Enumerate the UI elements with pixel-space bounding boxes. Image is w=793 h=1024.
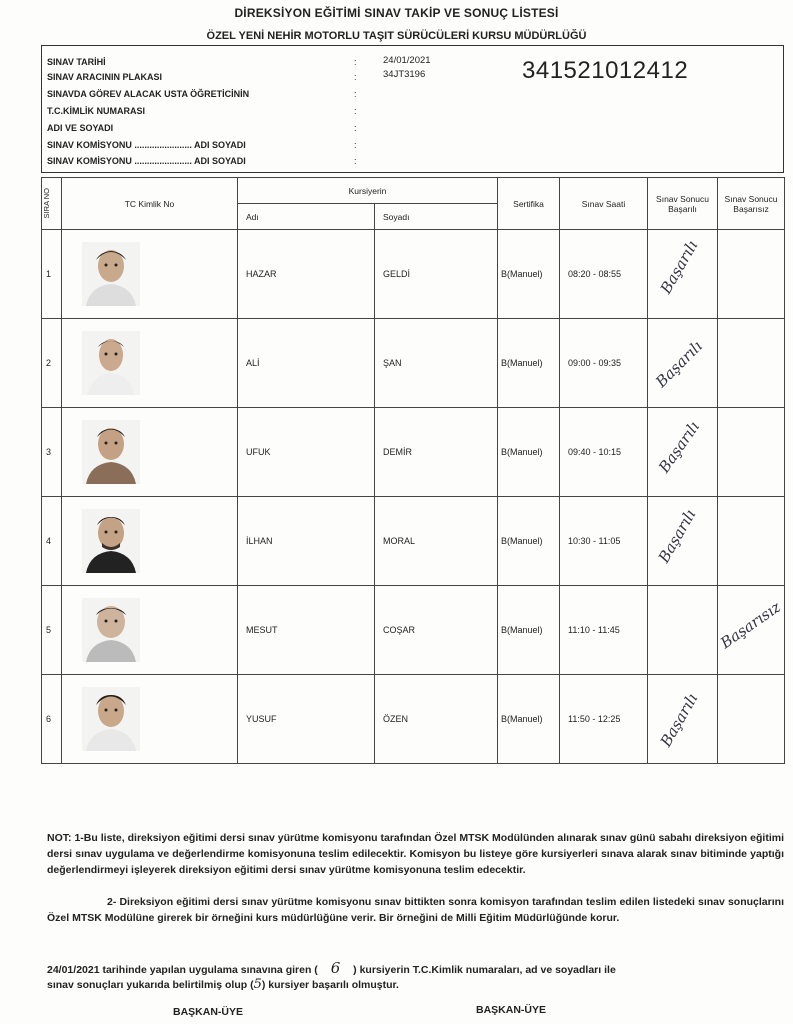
last-name: ŞAN <box>375 319 498 408</box>
colon: : <box>354 72 357 82</box>
result-pass-cell <box>648 586 718 675</box>
colon: : <box>354 140 357 150</box>
exam-time: 11:10 - 11:45 <box>560 586 648 675</box>
table-row <box>42 230 785 319</box>
first-name: MESUT <box>238 586 375 675</box>
last-name: COŞAR <box>375 586 498 675</box>
colon: : <box>354 57 357 67</box>
certificate: B(Manuel) <box>498 319 560 408</box>
row-number: 2 <box>42 319 62 408</box>
photo-cell <box>62 230 238 319</box>
header-soyadi: Soyadı <box>375 204 498 230</box>
candidate-photo <box>82 598 140 662</box>
result-pass-cell <box>648 408 718 497</box>
photo-cell <box>62 497 238 586</box>
exam-time: 08:20 - 08:55 <box>560 230 648 319</box>
document-title: DİREKSİYON EĞİTİMİ SINAV TAKİP VE SONUÇ LİSTESİ <box>234 6 559 20</box>
info-value-date: 24/01/2021 <box>383 55 431 66</box>
school-name: ÖZEL YENİ NEHİR MOTORLU TAŞIT SÜRÜCÜLERİ KURSU MÜDÜRLÜĞÜ <box>206 30 587 42</box>
info-label-instructor: SINAVDA GÖREV ALACAK USTA ÖĞRETİCİNİN <box>47 89 250 99</box>
result-fail-cell <box>718 586 785 675</box>
colon: : <box>354 106 357 116</box>
first-name: UFUK <box>238 408 375 497</box>
row-number: 6 <box>42 675 62 764</box>
handwritten-pass: Başarılı <box>652 337 707 391</box>
handwritten-count: 6 <box>330 959 341 977</box>
table-row <box>42 319 785 408</box>
candidate-photo <box>82 420 140 484</box>
exam-time: 10:30 - 11:05 <box>560 497 648 586</box>
candidate-photo <box>82 242 140 306</box>
table-row <box>42 497 785 586</box>
table-row <box>42 675 785 764</box>
result-pass-cell <box>648 230 718 319</box>
info-label-name: ADI VE SOYADI <box>47 123 114 133</box>
certificate: B(Manuel) <box>498 497 560 586</box>
result-fail-cell <box>718 675 785 764</box>
first-name: İLHAN <box>238 497 375 586</box>
first-name: YUSUF <box>238 675 375 764</box>
signature-left: BAŞKAN-ÜYE <box>173 1006 244 1018</box>
last-name: ÖZEN <box>375 675 498 764</box>
handwritten-pass: Başarılı <box>656 690 702 750</box>
result-pass-cell <box>648 319 718 408</box>
result-fail-cell <box>718 319 785 408</box>
colon: : <box>354 89 357 99</box>
certificate: B(Manuel) <box>498 230 560 319</box>
header-basarili: Sınav Sonucu Başarılı <box>648 178 718 230</box>
first-name: HAZAR <box>238 230 375 319</box>
row-number: 4 <box>42 497 62 586</box>
header-tc: TC Kimlik No <box>62 178 238 230</box>
header-saat: Sınav Saati <box>560 178 648 230</box>
info-label-commission-2: SINAV KOMİSYONU ....................... ADI SOYADI <box>47 156 246 166</box>
candidate-photo <box>82 331 140 395</box>
signature-right: BAŞKAN-ÜYE <box>476 1004 547 1016</box>
header-kursiyerin: Kursiyerin <box>238 178 498 204</box>
handwritten-pass: Başarılı <box>654 506 700 566</box>
colon: : <box>354 156 357 166</box>
candidate-photo <box>82 509 140 573</box>
row-number: 5 <box>42 586 62 675</box>
photo-cell <box>62 319 238 408</box>
first-name: ALİ <box>238 319 375 408</box>
candidate-table <box>41 177 785 764</box>
photo-cell <box>62 675 238 764</box>
row-number: 3 <box>42 408 62 497</box>
certificate: B(Manuel) <box>498 675 560 764</box>
row-number: 1 <box>42 230 62 319</box>
handwritten-pass-count: 5 <box>253 977 262 992</box>
last-name: MORAL <box>375 497 498 586</box>
info-value-plate: 34JT3196 <box>383 69 426 80</box>
header-basarisiz: Sınav Sonucu Başarısız <box>718 178 785 230</box>
colon: : <box>354 123 357 133</box>
handwritten-pass: Başarılı <box>656 237 702 297</box>
certificate: B(Manuel) <box>498 408 560 497</box>
note-1: NOT: 1-Bu liste, direksiyon eğitimi dersi sınav yürütme komisyonu tarafından Özel MTSK Modülünden alınarak sınav günü sabahı direksiyon eğitimi dersi sınav uygulama ve değerlendirme komisyonuna teslim edilecektir. Komisyon bu listeye göre kursiyerleri sınava alarak sınav bitiminde yaptığı değerlendirmeyi işleyerek direksiyon eğitimi dersi sınav yürütme komisyonuna teslim edecektir. <box>47 832 784 876</box>
last-name: GELDİ <box>375 230 498 319</box>
header-sertifika: Sertifika <box>498 178 560 230</box>
exam-time: 09:00 - 09:35 <box>560 319 648 408</box>
exam-code: 341521012412 <box>522 57 689 84</box>
handwritten-fail: Başarısız <box>717 597 784 653</box>
result-fail-cell <box>718 408 785 497</box>
candidate-photo <box>82 687 140 751</box>
summary-line-1: 24/01/2021 tarihinde yapılan uygulama sınavına giren ( 6 ) kursiyerin T.C.Kimlik numaraları, ad ve soyadları ile <box>47 959 616 977</box>
exam-time: 11:50 - 12:25 <box>560 675 648 764</box>
result-pass-cell <box>648 497 718 586</box>
handwritten-pass: Başarılı <box>655 418 704 476</box>
exam-time: 09:40 - 10:15 <box>560 408 648 497</box>
table-row <box>42 408 785 497</box>
last-name: DEMİR <box>375 408 498 497</box>
info-label-date: SINAV TARİHİ <box>47 57 106 67</box>
info-label-commission-1: SINAV KOMİSYONU ....................... ADI SOYADI <box>47 140 246 150</box>
result-fail-cell <box>718 497 785 586</box>
note-2: 2- Direksiyon eğitimi dersi sınav yürütme komisyonu sınav bittikten sonra komisyon tarafından teslim edilen listedeki sınav sonuçlarını Özel MTSK Modülüne girerek bir örneğini kurs müdürlüğüne verir. Bir örneğini de Milli Eğitim Müdürlüğünde korur. <box>47 896 784 924</box>
header-adi: Adı <box>238 204 375 230</box>
table-row <box>42 586 785 675</box>
certificate: B(Manuel) <box>498 586 560 675</box>
summary-line-2: sınav sonuçları yukarıda belirtilmiş olup (5) kursiyer başarılı olmuştur. <box>47 977 399 992</box>
result-pass-cell <box>648 675 718 764</box>
result-fail-cell <box>718 230 785 319</box>
photo-cell <box>62 586 238 675</box>
header-sira: SIRA NO <box>42 178 62 230</box>
photo-cell <box>62 408 238 497</box>
info-label-tc: T.C.KİMLİK NUMARASI <box>47 106 145 116</box>
info-label-plate: SINAV ARACININ PLAKASI <box>47 72 163 82</box>
